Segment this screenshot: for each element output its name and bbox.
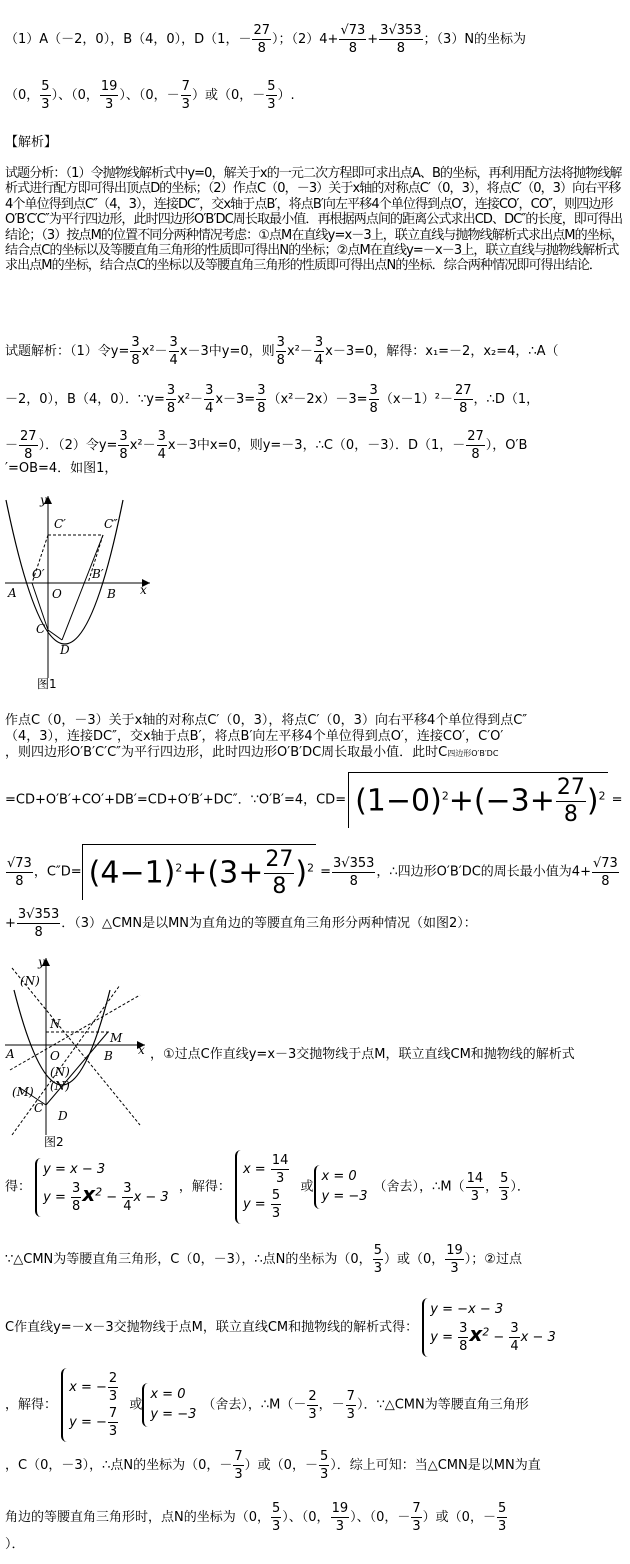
solution-line-3: － $\frac{27}{8}$ ）．（2）令y= $\frac{3}{8}$ x²－ $\frac{3}{4}$ x－3中x=0，则y=－3，∴C（0，－3）．D（1，－ $\frac{27}{8}$ ），O′B [5, 429, 528, 462]
fraction: $\frac{5}{3}$ [41, 79, 50, 112]
label-d: D [58, 1109, 68, 1123]
part3-line-4: C作直线y=－x－3交抛物线于点M，联立直线CM和抛物线的解析式得： y = −x − 3 y = $\frac{3}{8}$ $x^2$ − $\frac{3}{4}$ x − 3 [5, 1298, 562, 1357]
label-n-alt-2: (N) [50, 1065, 70, 1079]
solution-system-2: x = − $\frac{2}{3}$ y = − $\frac{7}{3}$ [61, 1368, 125, 1442]
label-b-prime: B′ [92, 567, 104, 581]
label-y: y [40, 493, 47, 507]
part3-line-2: 得： y = x − 3 y = $\frac{3}{8}$ $x^2$ − $\frac{3}{4}$ x − 3 ，解得： x = $\frac{14}{3}$ y = $\frac{5}{3}$ 或 x = 0 y = −3 （舍去），∴M（ $\frac{14}{3}$ ， $\frac{5}{3}$ ）． [5, 1150, 530, 1224]
label-x: x [138, 1043, 145, 1057]
label-b: B [104, 1049, 113, 1063]
fraction: $\frac{19}{3}$ [100, 79, 118, 112]
mid-line-5: $\frac{√73}{8}$ ，$C''D= (4-1)^2+(3+$ $\frac{27}{8}$ )$^2$ = $\frac{3√353}{8}$ ，∴四边形O′B′DC的周长最小值为4+ $\frac{√73}{8}$ [5, 844, 620, 900]
text: （0， [5, 88, 40, 103]
equation-system-2: y = −x − 3 y = $\frac{3}{8}$ $x^2$ − $\frac{3}{4}$ x − 3 [422, 1298, 562, 1357]
fraction: $\frac{7}{3}$ [181, 79, 190, 112]
mid-line-3: ，则四边形O′B′C′C″为平行四边形，此时四边形O′B′DC周长取最小值．此时C四边形O′B′DC [5, 745, 499, 760]
label-m-alt: (M) [12, 1085, 34, 1099]
part3-line-8: ）． [5, 1537, 25, 1552]
mid-line-1: 作点C（0，－3）关于x轴的对称点C′（0，3），将点C′（0，3）向右平移4个单位得到点C″ [5, 713, 528, 728]
mid-line-4: =CD+O′B′+CO′+DB′=CD+O′B′+DC″．∵O′B′=4，$CD= (1-0)^2+(-3+$ $\frac{27}{8}$ )$^2$ = [5, 772, 623, 828]
label-c-double-prime: C″ [104, 517, 118, 531]
label-o-prime: O′ [32, 567, 45, 581]
label-c: C [36, 622, 46, 636]
solution-system-1: x = $\frac{14}{3}$ y = $\frac{5}{3}$ [235, 1150, 296, 1224]
text: （1）A（－2，0），B（4，0），D（1，－ [5, 32, 252, 47]
figure-2-caption: 图2 [44, 1135, 64, 1149]
label-d: D [60, 643, 70, 657]
fraction: $\frac{27}{8}$ [253, 23, 270, 56]
part3-line-1: ，①过点C作直线y=x－3交抛物线于点M，联立直线CM和抛物线的解析式 [150, 1047, 575, 1062]
seg-c2d [62, 535, 103, 640]
figure-1 [0, 488, 160, 693]
fraction: $\frac{5}{3}$ [267, 79, 276, 112]
label-a: A [8, 586, 17, 600]
figure-2 [0, 950, 150, 1150]
label-x: x [140, 583, 147, 597]
answer-line-1 [5, 22, 526, 57]
part3-line-7: 角边的等腰直角三角形时，点N的坐标为（0， $\frac{5}{3}$ ）、（0， $\frac{19}{3}$ ）、（0，－ $\frac{7}{3}$ ）或（0，－ $\frac{5}{3}$ [5, 1501, 507, 1534]
label-o: O [52, 587, 62, 601]
fraction: $\frac{3√353}{8}$ [380, 23, 422, 56]
solution-line-4: ′=OB=4．如图1， [5, 461, 118, 476]
text: ）、（0，－ [119, 88, 180, 103]
part3-line-3: ∵△CMN为等腰直角三角形，C（0，－3），∴点N的坐标为（0， $\frac{5}{3}$ ）或（0， $\frac{19}{3}$ ）；②过点 [5, 1243, 522, 1276]
label-y: y [38, 955, 45, 969]
part3-line-5: ，解得： x = − $\frac{2}{3}$ y = − $\frac{7}{3}$ 或 x = 0 y = −3 （舍去），∴M（－ $\frac{2}{3}$ ，－ $\frac{7}{3}$ ）．∵△CMN为等腰直角三角形 [5, 1368, 529, 1442]
answer-line-2 [5, 78, 295, 113]
text: ）或（0，－ [191, 88, 266, 103]
solution-line-1: 试题解析：（1）令y= $\frac{3}{8}$ x²－ $\frac{3}{4}$ x－3中y=0，则 $\frac{3}{8}$ x²－ $\frac{3}{4}$ x－3=0，解得：x₁=－2，x₂=4，∴A（ [5, 335, 559, 368]
solution-line-2: －2，0），B（4，0）．∵y= $\frac{3}{8}$ x²－ $\frac{3}{4}$ x－3= $\frac{3}{8}$ （x²－2x）－3= $\frac{3}{8}$ （x－1）²－ $\frac{27}{8}$ ，∴D（1， [5, 383, 540, 416]
analysis-paragraph: 试题分析：（1）令抛物线解析式中y=0，解关于x的一元二次方程即可求出点A、B的坐标，再利用配方法将抛物线解析式进行配方即可得出顶点D的坐标；（2）作点C（0，－3）关于x轴的对称点C′（0，3），将点C′（0，3）向右平移4个单位得到点C″（4，3），连接DC″，交x轴于点B′，将点B′向左平移4个单位得到点O′，连接CO′，CO″，则四边形O′B′C′C″为平行四边形，此时四边形O′B′DC周长取最小值．再根据两点间的距离公式求出CD、DC″的长度，即可得出结论；（3）按点M的位置不同分两种情况考虑：①点M在直线y=x－3上，联立直线与抛物线解析式求出点M的坐标，结合点C的坐标以及等腰直角三角形的性质即可得出N的坐标；②点M在直线y=－x－3上，联立直线与抛物线解析式求出点M的坐标，结合点C的坐标以及等腰直角三角形的性质即可得出点N的坐标．综合两种情况即可得出结论． [5, 166, 624, 274]
mid-line-6: + $\frac{3√353}{8}$ ．（3）△CMN是以MN为直角边的等腰直角三角形分两种情况（如图2）： [5, 907, 477, 940]
text: ）；（2）4+ [272, 32, 339, 47]
label-a: A [6, 1047, 15, 1061]
label-n-alt-1: (N) [20, 974, 40, 988]
label-c: C [34, 1101, 44, 1115]
label-m: M [110, 1031, 123, 1045]
fraction: $\frac{√73}{8}$ [340, 23, 366, 56]
equation-system-1: y = x − 3 y = $\frac{3}{8}$ $x^2$ − $\frac{3}{4}$ x − 3 [35, 1158, 175, 1217]
mid-line-2: （4，3），连接DC″，交x轴于点B′，将点B′向左平移4个单位得到点O′，连接CO′，C′O′ [5, 729, 504, 744]
label-o: O [50, 1049, 60, 1063]
label-b: B [107, 587, 116, 601]
text: ）、（0， [51, 88, 99, 103]
section-heading: 【解析】 [5, 135, 58, 150]
text: ；（3）N的坐标为 [423, 32, 527, 47]
label-n-alt-3: (N) [50, 1079, 70, 1093]
text: + [367, 32, 379, 47]
text: ）. [277, 88, 295, 103]
figure-1-caption: 图1 [37, 677, 57, 691]
part3-line-6: ，C（0，－3），∴点N的坐标为（0，－ $\frac{7}{3}$ ）或（0，－ $\frac{5}{3}$ ）．综上可知：当△CMN是以MN为直 [5, 1449, 541, 1482]
label-c-prime: C′ [54, 517, 66, 531]
label-n: N [50, 1017, 61, 1031]
